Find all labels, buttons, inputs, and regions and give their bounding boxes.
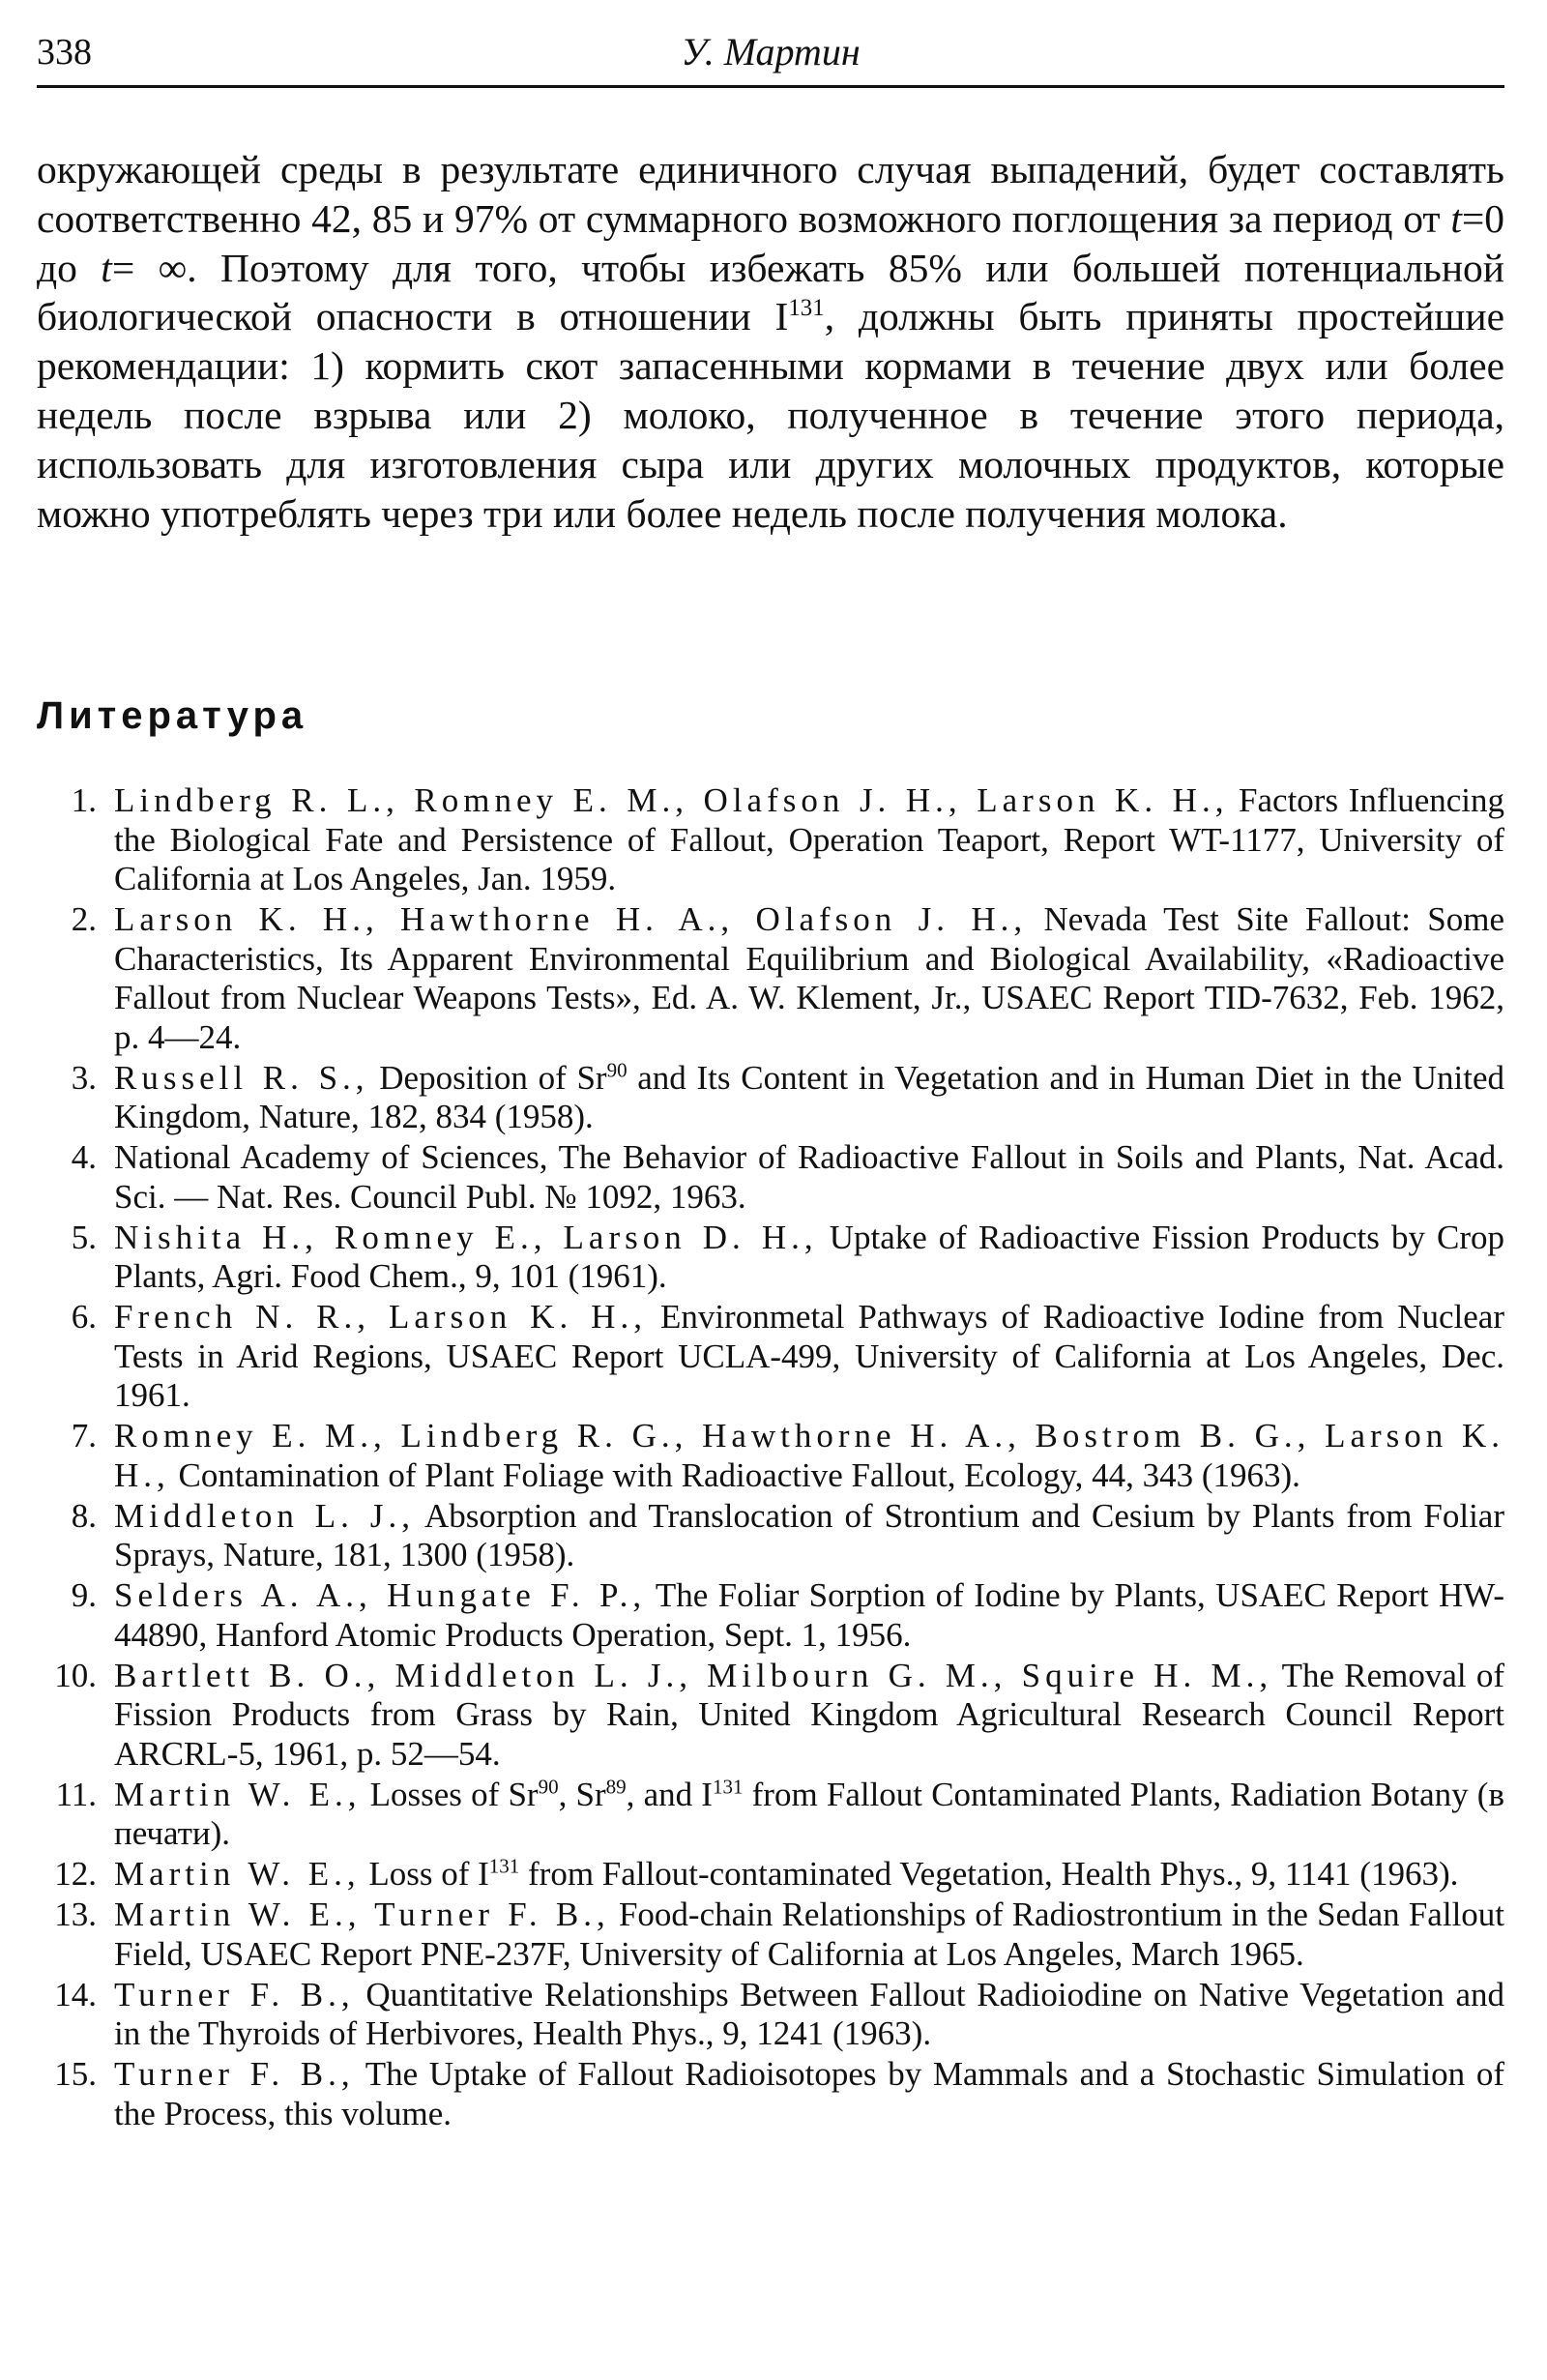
body-text-1: окружающей среды в результате единичного случая выпадений, будет составлять соответственно 42, 85 и 97% от суммарного возможного поглощения за период от	[37, 147, 1504, 241]
reference-text: , and I	[626, 1775, 713, 1813]
reference-item	[37, 2055, 1504, 2133]
reference-text: Quantitative Relationships Between Fallout Radioiodine on Native Vegetation and in the Thyroids of Herbivores, Health Phys., 9, 1241 (1963).	[114, 1975, 1504, 2052]
reference-number: 9.	[71, 1576, 97, 1614]
reference-number: 6.	[71, 1298, 97, 1336]
reference-text: Nevada Test Site Fallout: Some Characteristics, Its Apparent Environmental Equilibrium and Biological Availability, «Radioactive Fallout from Nuclear Weapons Tests», Ed. A. W. Klement, Jr., USAEC Report TID-7632, Feb. 1962, p. 4—24.	[114, 900, 1504, 1056]
reference-authors: Bartlett B. O., Middleton L. J., Milbourn G. M., Squire H. M.,	[114, 1656, 1273, 1694]
page-number: 338	[37, 32, 92, 73]
reference-text: Environmetal Pathways of Radioactive Iodine from Nuclear Tests in Arid Regions, USAEC Report UCLA-499, University of California at Los Angeles, Dec. 1961.	[114, 1298, 1504, 1414]
reference-number: 14.	[54, 1975, 97, 2013]
reference-item	[37, 1976, 1504, 2054]
reference-authors: Martin W. E.,	[114, 1775, 362, 1813]
reference-item	[37, 1138, 1504, 1217]
reference-item	[37, 1657, 1504, 1775]
reference-item	[37, 1855, 1504, 1895]
reference-authors: Martin W. E.,	[114, 1855, 361, 1893]
superscript: 90	[606, 1057, 628, 1081]
reference-text: The Removal of Fission Products from Grass by Rain, United Kingdom Agricultural Research Council Report ARCRL-5, 1961, p. 52—54.	[114, 1656, 1504, 1773]
reference-number: 3.	[71, 1058, 97, 1097]
superscript: 90	[538, 1774, 559, 1798]
reference-item	[37, 900, 1504, 1057]
reference-item	[37, 1576, 1504, 1655]
reference-authors: French N. R., Larson K. H.,	[114, 1298, 647, 1336]
reference-item	[37, 1417, 1504, 1495]
reference-text: from Fallout-contaminated Vegetation, Health Phys., 9, 1141 (1963).	[519, 1855, 1459, 1893]
reference-item	[37, 1059, 1504, 1137]
reference-text: and Its Content in Vegetation and in Human Diet in the United Kingdom, Nature, 182, 834 (1958).	[114, 1058, 1504, 1135]
reference-number: 2.	[71, 900, 97, 938]
reference-number: 15.	[54, 2055, 97, 2093]
reference-number: 4.	[71, 1138, 97, 1176]
reference-number: 7.	[71, 1417, 97, 1454]
references-list	[37, 781, 1504, 2135]
reference-authors: Romney E. M., Lindberg R. G., Hawthorne H. A., Bostrom B. G., Larson K. H.,	[114, 1417, 1504, 1494]
reference-number: 5.	[71, 1218, 97, 1256]
running-head: У. Мартин	[681, 30, 861, 73]
superscript: 131	[712, 1774, 744, 1798]
superscript: 131	[488, 1854, 520, 1878]
reference-authors: Larson K. H., Hawthorne H. A., Olafson J. H.,	[114, 900, 1028, 938]
reference-number: 1.	[71, 781, 97, 819]
reference-text: Factors Influencing the Biological Fate and Persistence of Fallout, Operation Teaport, Report WT-1177, University of California at Los Angeles, Jan. 1959.	[114, 781, 1505, 897]
reference-text: Deposition of Sr	[379, 1058, 607, 1097]
reference-item	[37, 1497, 1504, 1575]
var-t: t	[101, 245, 112, 290]
body-paragraph	[37, 145, 1504, 538]
reference-item	[37, 1298, 1504, 1416]
reference-authors: Russell R. S.,	[114, 1058, 369, 1097]
reference-text: National Academy of Sciences, The Behavior of Radioactive Fallout in Soils and Plants, Nat. Acad. Sci. — Nat. Res. Council Publ. № 1092, 1963.	[114, 1138, 1504, 1216]
reference-authors: Turner F. B.,	[114, 2055, 355, 2093]
page-header	[37, 27, 1504, 88]
reference-authors: Lindberg R. L., Romney E. M., Olafson J. H., Larson K. H.,	[114, 781, 1229, 819]
reference-text: Food-chain Relationships of Radiostrontium in the Sedan Fallout Field, USAEC Report PNE-237F, University of California at Los Angeles, March 1965.	[114, 1895, 1505, 1973]
reference-text: The Foliar Sorption of Iodine by Plants, USAEC Report HW-44890, Hanford Atomic Products Operation, Sept. 1, 1956.	[114, 1576, 1505, 1654]
body-text-4: , должны быть приняты простейшие рекомендации: 1) кормить скот запасенными кормами в течение двух или более недель после взрыва или 2) молоко, полученное в течение этого периода, использовать для изготовления сыра или других молочных продуктов, которые можно употреблять через три или более недель после получения молока.	[37, 294, 1504, 536]
reference-text: Contamination of Plant Foliage with Radioactive Fallout, Ecology, 44, 343 (1963).	[178, 1455, 1300, 1494]
reference-number: 8.	[71, 1496, 97, 1535]
reference-text: The Uptake of Fallout Radioisotopes by Mammals and a Stochastic Simulation of the Process, this volume.	[114, 2055, 1504, 2132]
reference-text: Loss of I	[368, 1855, 489, 1893]
reference-text: Uptake of Radioactive Fission Products by Crop Plants, Agri. Food Chem., 9, 101 (1961).	[114, 1218, 1504, 1295]
reference-text: , Sr	[558, 1775, 606, 1813]
body-text-3: = ∞. Поэтому для того, чтобы избежать 85% или большей потенциальной биологической опасности в отношении I	[37, 245, 1504, 339]
reference-number: 10.	[54, 1656, 97, 1694]
reference-item	[37, 1895, 1504, 1974]
reference-number: 12.	[54, 1855, 97, 1893]
reference-authors: Nishita H., Romney E., Larson D. H.,	[114, 1218, 818, 1256]
superscript: 131	[788, 295, 825, 322]
reference-text: Losses of Sr	[369, 1775, 539, 1813]
var-t: t	[1450, 195, 1462, 241]
reference-authors: Martin W. E., Turner F. B.,	[114, 1895, 610, 1933]
reference-item	[37, 781, 1504, 899]
reference-text: from Fallout Contaminated Plants, Radiation Botany (в печати).	[114, 1775, 1504, 1852]
superscript: 89	[605, 1774, 627, 1798]
reference-text: Absorption and Translocation of Strontium and Cesium by Plants from Foliar Sprays, Nature, 181, 1300 (1958).	[114, 1496, 1505, 1573]
reference-number: 11.	[55, 1775, 97, 1813]
reference-item	[37, 1776, 1504, 1854]
reference-authors: Middleton L. J.,	[114, 1496, 415, 1535]
reference-item	[37, 1219, 1504, 1297]
reference-authors: Selders A. A., Hungate F. P.,	[114, 1576, 647, 1614]
reference-authors: Turner F. B.,	[114, 1975, 355, 2013]
body-text-2: =0 до	[37, 195, 1504, 290]
reference-number: 13.	[54, 1895, 97, 1933]
references-heading: Литература	[37, 694, 308, 737]
